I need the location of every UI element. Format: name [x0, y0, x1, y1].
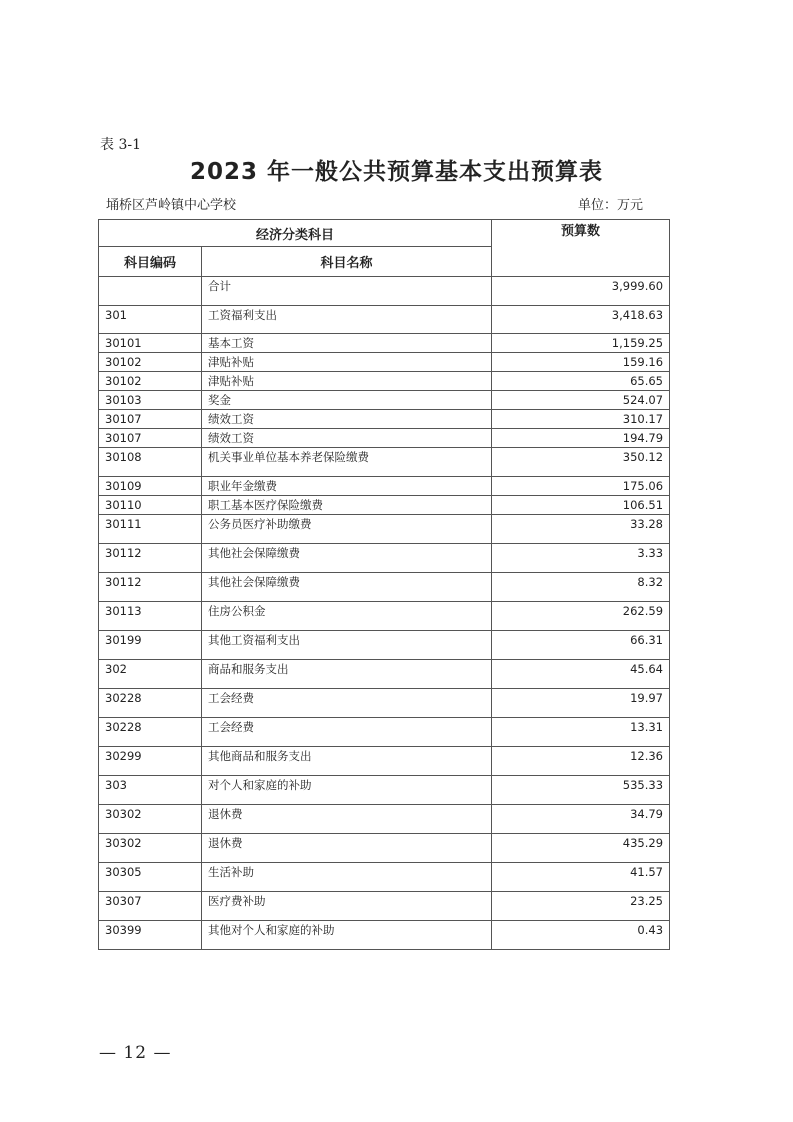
table-row	[99, 277, 670, 306]
row-amount: 435.29	[492, 834, 670, 863]
table-row	[99, 496, 670, 515]
table-row	[99, 410, 670, 429]
row-name: 其他工资福利支出	[202, 631, 492, 660]
row-code: 30108	[99, 448, 202, 477]
row-amount: 310.17	[492, 410, 670, 429]
row-code: 30102	[99, 353, 202, 372]
header-subject-code: 科目编码	[99, 247, 202, 277]
table-row	[99, 353, 670, 372]
row-code: 30307	[99, 892, 202, 921]
table-row	[99, 477, 670, 496]
table-row	[99, 834, 670, 863]
page-number: — 12 —	[99, 1043, 172, 1063]
header-economic-category: 经济分类科目	[99, 220, 492, 247]
table-row	[99, 718, 670, 747]
row-code: 30302	[99, 834, 202, 863]
row-amount: 175.06	[492, 477, 670, 496]
row-code: 30107	[99, 429, 202, 448]
row-amount: 535.33	[492, 776, 670, 805]
table-row	[99, 776, 670, 805]
row-name: 绩效工资	[202, 410, 492, 429]
row-name: 其他对个人和家庭的补助	[202, 921, 492, 950]
row-code: 30302	[99, 805, 202, 834]
row-name: 基本工资	[202, 334, 492, 353]
table-header	[99, 220, 670, 277]
page-title: 2023 年一般公共预算基本支出预算表	[189, 159, 604, 185]
row-code: 30199	[99, 631, 202, 660]
row-code: 30299	[99, 747, 202, 776]
unit-label: 单位：万元	[578, 198, 644, 213]
header-subject-name: 科目名称	[202, 247, 492, 277]
table-row	[99, 429, 670, 448]
table-row	[99, 334, 670, 353]
table-row	[99, 544, 670, 573]
row-name: 绩效工资	[202, 429, 492, 448]
row-amount: 45.64	[492, 660, 670, 689]
row-code: 30305	[99, 863, 202, 892]
row-name: 住房公积金	[202, 602, 492, 631]
row-name: 工会经费	[202, 689, 492, 718]
table-row	[99, 573, 670, 602]
table-row	[99, 892, 670, 921]
row-code: 30101	[99, 334, 202, 353]
row-code: 303	[99, 776, 202, 805]
budget-table	[98, 219, 670, 950]
row-amount: 1,159.25	[492, 334, 670, 353]
organization-name: 埇桥区芦岭镇中心学校	[106, 198, 237, 213]
table-row	[99, 391, 670, 410]
row-amount: 262.59	[492, 602, 670, 631]
row-code: 30112	[99, 544, 202, 573]
row-amount: 3,999.60	[492, 277, 670, 306]
row-amount: 23.25	[492, 892, 670, 921]
table-row	[99, 448, 670, 477]
row-code: 30102	[99, 372, 202, 391]
row-amount: 106.51	[492, 496, 670, 515]
row-amount: 34.79	[492, 805, 670, 834]
row-code: 30228	[99, 689, 202, 718]
row-code: 30111	[99, 515, 202, 544]
row-name: 其他社会保障缴费	[202, 573, 492, 602]
table-row	[99, 689, 670, 718]
row-amount: 3,418.63	[492, 306, 670, 334]
row-name: 职业年金缴费	[202, 477, 492, 496]
row-amount: 12.36	[492, 747, 670, 776]
table-row	[99, 372, 670, 391]
row-name: 生活补助	[202, 863, 492, 892]
table-row	[99, 602, 670, 631]
table-row	[99, 306, 670, 334]
row-name: 公务员医疗补助缴费	[202, 515, 492, 544]
row-name: 津贴补贴	[202, 353, 492, 372]
row-name: 工资福利支出	[202, 306, 492, 334]
row-amount: 194.79	[492, 429, 670, 448]
row-code	[99, 277, 202, 306]
table-row	[99, 921, 670, 950]
row-name: 机关事业单位基本养老保险缴费	[202, 448, 492, 477]
header-budget-amount: 预算数	[492, 220, 670, 277]
row-name: 商品和服务支出	[202, 660, 492, 689]
row-amount: 8.32	[492, 573, 670, 602]
row-name: 医疗费补助	[202, 892, 492, 921]
row-code: 30103	[99, 391, 202, 410]
row-code: 30112	[99, 573, 202, 602]
table-body	[99, 277, 670, 950]
row-name: 奖金	[202, 391, 492, 410]
row-name: 退休费	[202, 805, 492, 834]
table-row	[99, 863, 670, 892]
row-code: 301	[99, 306, 202, 334]
row-code: 30228	[99, 718, 202, 747]
row-name: 津贴补贴	[202, 372, 492, 391]
table-row	[99, 805, 670, 834]
row-amount: 41.57	[492, 863, 670, 892]
row-amount: 0.43	[492, 921, 670, 950]
row-name: 其他社会保障缴费	[202, 544, 492, 573]
row-amount: 19.97	[492, 689, 670, 718]
row-name: 对个人和家庭的补助	[202, 776, 492, 805]
table-row	[99, 515, 670, 544]
row-code: 30110	[99, 496, 202, 515]
row-amount: 350.12	[492, 448, 670, 477]
row-amount: 13.31	[492, 718, 670, 747]
row-name: 工会经费	[202, 718, 492, 747]
row-name: 职工基本医疗保险缴费	[202, 496, 492, 515]
row-amount: 66.31	[492, 631, 670, 660]
table-row	[99, 660, 670, 689]
row-name: 其他商品和服务支出	[202, 747, 492, 776]
row-amount: 3.33	[492, 544, 670, 573]
row-code: 30107	[99, 410, 202, 429]
row-code: 30399	[99, 921, 202, 950]
row-code: 30109	[99, 477, 202, 496]
row-name: 合计	[202, 277, 492, 306]
table-number: 表 3-1	[100, 137, 141, 153]
row-name: 退休费	[202, 834, 492, 863]
row-amount: 159.16	[492, 353, 670, 372]
row-amount: 33.28	[492, 515, 670, 544]
row-amount: 65.65	[492, 372, 670, 391]
table-row	[99, 631, 670, 660]
row-amount: 524.07	[492, 391, 670, 410]
row-code: 30113	[99, 602, 202, 631]
table-row	[99, 747, 670, 776]
row-code: 302	[99, 660, 202, 689]
